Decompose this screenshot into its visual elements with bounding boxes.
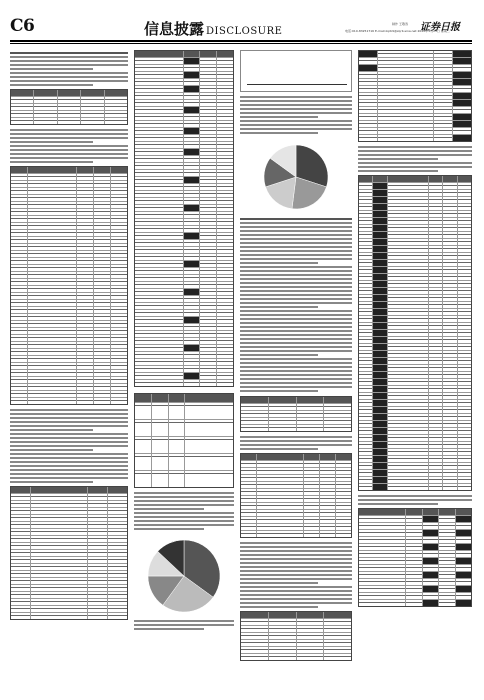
bottom-table	[240, 611, 352, 661]
pie-chart-right	[261, 142, 331, 212]
bar-chart-box	[240, 50, 352, 92]
bottom-right-table	[358, 508, 472, 607]
text-block	[10, 52, 128, 86]
masthead-rule-thin	[10, 43, 472, 44]
fund-table-top	[134, 50, 234, 387]
section-title-en: DISCLOSURE	[206, 26, 283, 37]
text-block	[134, 492, 234, 530]
column-3	[240, 50, 352, 661]
text-block	[10, 409, 128, 483]
text-block	[240, 96, 352, 134]
contact-line: 电话:010-83251716 E-mail:zqrb9@zqrb.sina.net 2022年1月25日 星期二	[345, 29, 450, 33]
section-title	[144, 18, 282, 39]
pie-chart-left	[144, 536, 224, 616]
text-block	[240, 436, 352, 450]
page-number: C6	[10, 16, 35, 36]
text-block	[134, 620, 234, 630]
column-4	[358, 50, 472, 607]
logo-list-table	[358, 175, 472, 491]
text-block	[10, 129, 128, 163]
text-block	[358, 146, 472, 172]
text-block	[240, 542, 352, 608]
securities-table	[10, 166, 128, 405]
text-block	[240, 218, 352, 392]
detail-table	[240, 453, 352, 538]
indicator-table	[134, 393, 234, 488]
masthead	[0, 0, 484, 44]
financial-table	[10, 89, 128, 125]
holdings-table	[10, 486, 128, 620]
masthead-rule	[10, 40, 472, 42]
editor-line: 制作 王敬涛	[392, 22, 408, 26]
section-title-cn: 信息披露	[144, 20, 205, 38]
column-2	[134, 50, 234, 632]
text-block	[358, 495, 472, 505]
column-1	[10, 50, 128, 620]
newspaper-logo: 证券日报	[420, 22, 460, 33]
mid-table	[240, 396, 352, 432]
top-right-table	[358, 50, 472, 142]
